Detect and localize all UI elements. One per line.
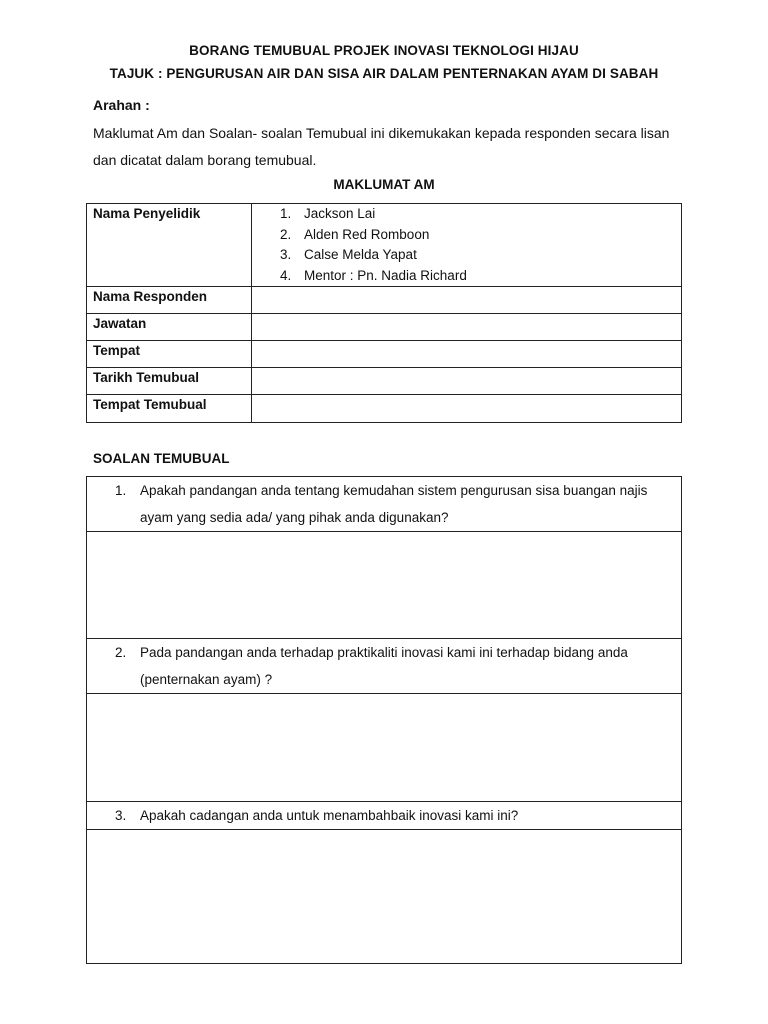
respondent-name-field[interactable] — [252, 287, 682, 314]
position-row — [87, 314, 682, 341]
question-row — [87, 477, 682, 532]
general-info-title: MAKLUMAT AM — [333, 177, 435, 192]
question-number: 1. — [115, 483, 127, 498]
place-field[interactable] — [252, 341, 682, 368]
researcher-name: Mentor : Pn. Nadia Richard — [304, 267, 467, 283]
question-text: Pada pandangan anda terhadap praktikaliti inovasi kami ini terhadap bidang anda (penternakan ayam) ? — [140, 645, 628, 687]
interview-questions-title: SOALAN TEMUBUAL — [93, 451, 230, 466]
form-subtitle: TAJUK : PENGURUSAN AIR DAN SISA AIR DALAM PENTERNAKAN AYAM DI SABAH — [109, 66, 659, 81]
researcher-name: Alden Red Romboon — [304, 226, 430, 242]
respondent-name-label: Nama Responden — [87, 287, 252, 314]
researcher-list-cell — [252, 204, 682, 287]
position-label: Jawatan — [87, 314, 252, 341]
answer-field[interactable] — [87, 532, 682, 639]
answer-row — [87, 830, 682, 964]
interview-date-field[interactable] — [252, 368, 682, 395]
question-number: 2. — [115, 645, 127, 660]
question-text: Apakah pandangan anda tentang kemudahan sistem pengurusan sisa buangan najis ayam yang sedia ada/ yang pihak anda digunakan? — [140, 483, 648, 525]
respondent-name-row — [87, 287, 682, 314]
question-row — [87, 802, 682, 830]
answer-field[interactable] — [87, 694, 682, 802]
researcher-row — [87, 204, 682, 287]
interview-place-row — [87, 395, 682, 423]
question-number: 3. — [115, 808, 127, 823]
general-info-table — [86, 203, 682, 423]
question-cell — [87, 802, 682, 830]
researcher-name: Calse Melda Yapat — [304, 247, 417, 262]
interview-place-label: Tempat Temubual — [87, 395, 252, 423]
researcher-number: 2. — [280, 226, 292, 242]
answer-field[interactable] — [87, 830, 682, 964]
position-field[interactable] — [252, 314, 682, 341]
researcher-item — [280, 266, 681, 287]
researcher-number: 1. — [280, 206, 292, 221]
researcher-number: 3. — [280, 247, 292, 262]
question-content — [87, 802, 681, 829]
researcher-item — [280, 204, 681, 225]
question-content — [87, 477, 681, 531]
question-row — [87, 639, 682, 694]
question-cell — [87, 477, 682, 532]
question-text: Apakah cadangan anda untuk menambahbaik inovasi kami ini? — [140, 808, 519, 823]
answer-row — [87, 694, 682, 802]
interview-date-label: Tarikh Temubual — [87, 368, 252, 395]
researcher-item — [280, 245, 681, 266]
researcher-name: Jackson Lai — [304, 206, 376, 221]
interview-questions-table — [86, 476, 682, 964]
form-title: BORANG TEMUBUAL PROJEK INOVASI TEKNOLOGI HIJAU — [189, 43, 579, 58]
question-content — [87, 639, 681, 693]
place-row — [87, 341, 682, 368]
researcher-number: 4. — [280, 267, 292, 283]
place-label: Tempat — [87, 341, 252, 368]
instructions-label: Arahan : — [93, 97, 150, 113]
question-cell — [87, 639, 682, 694]
researcher-label: Nama Penyelidik — [87, 204, 252, 287]
researcher-list — [252, 204, 681, 286]
instructions-text: Maklumat Am dan Soalan- soalan Temubual ini dikemukakan kepada responden secara lisan dan dicatat dalam borang temubual. — [93, 125, 670, 168]
interview-date-row — [87, 368, 682, 395]
researcher-item — [280, 225, 681, 246]
answer-row — [87, 532, 682, 639]
interview-place-field[interactable] — [252, 395, 682, 423]
